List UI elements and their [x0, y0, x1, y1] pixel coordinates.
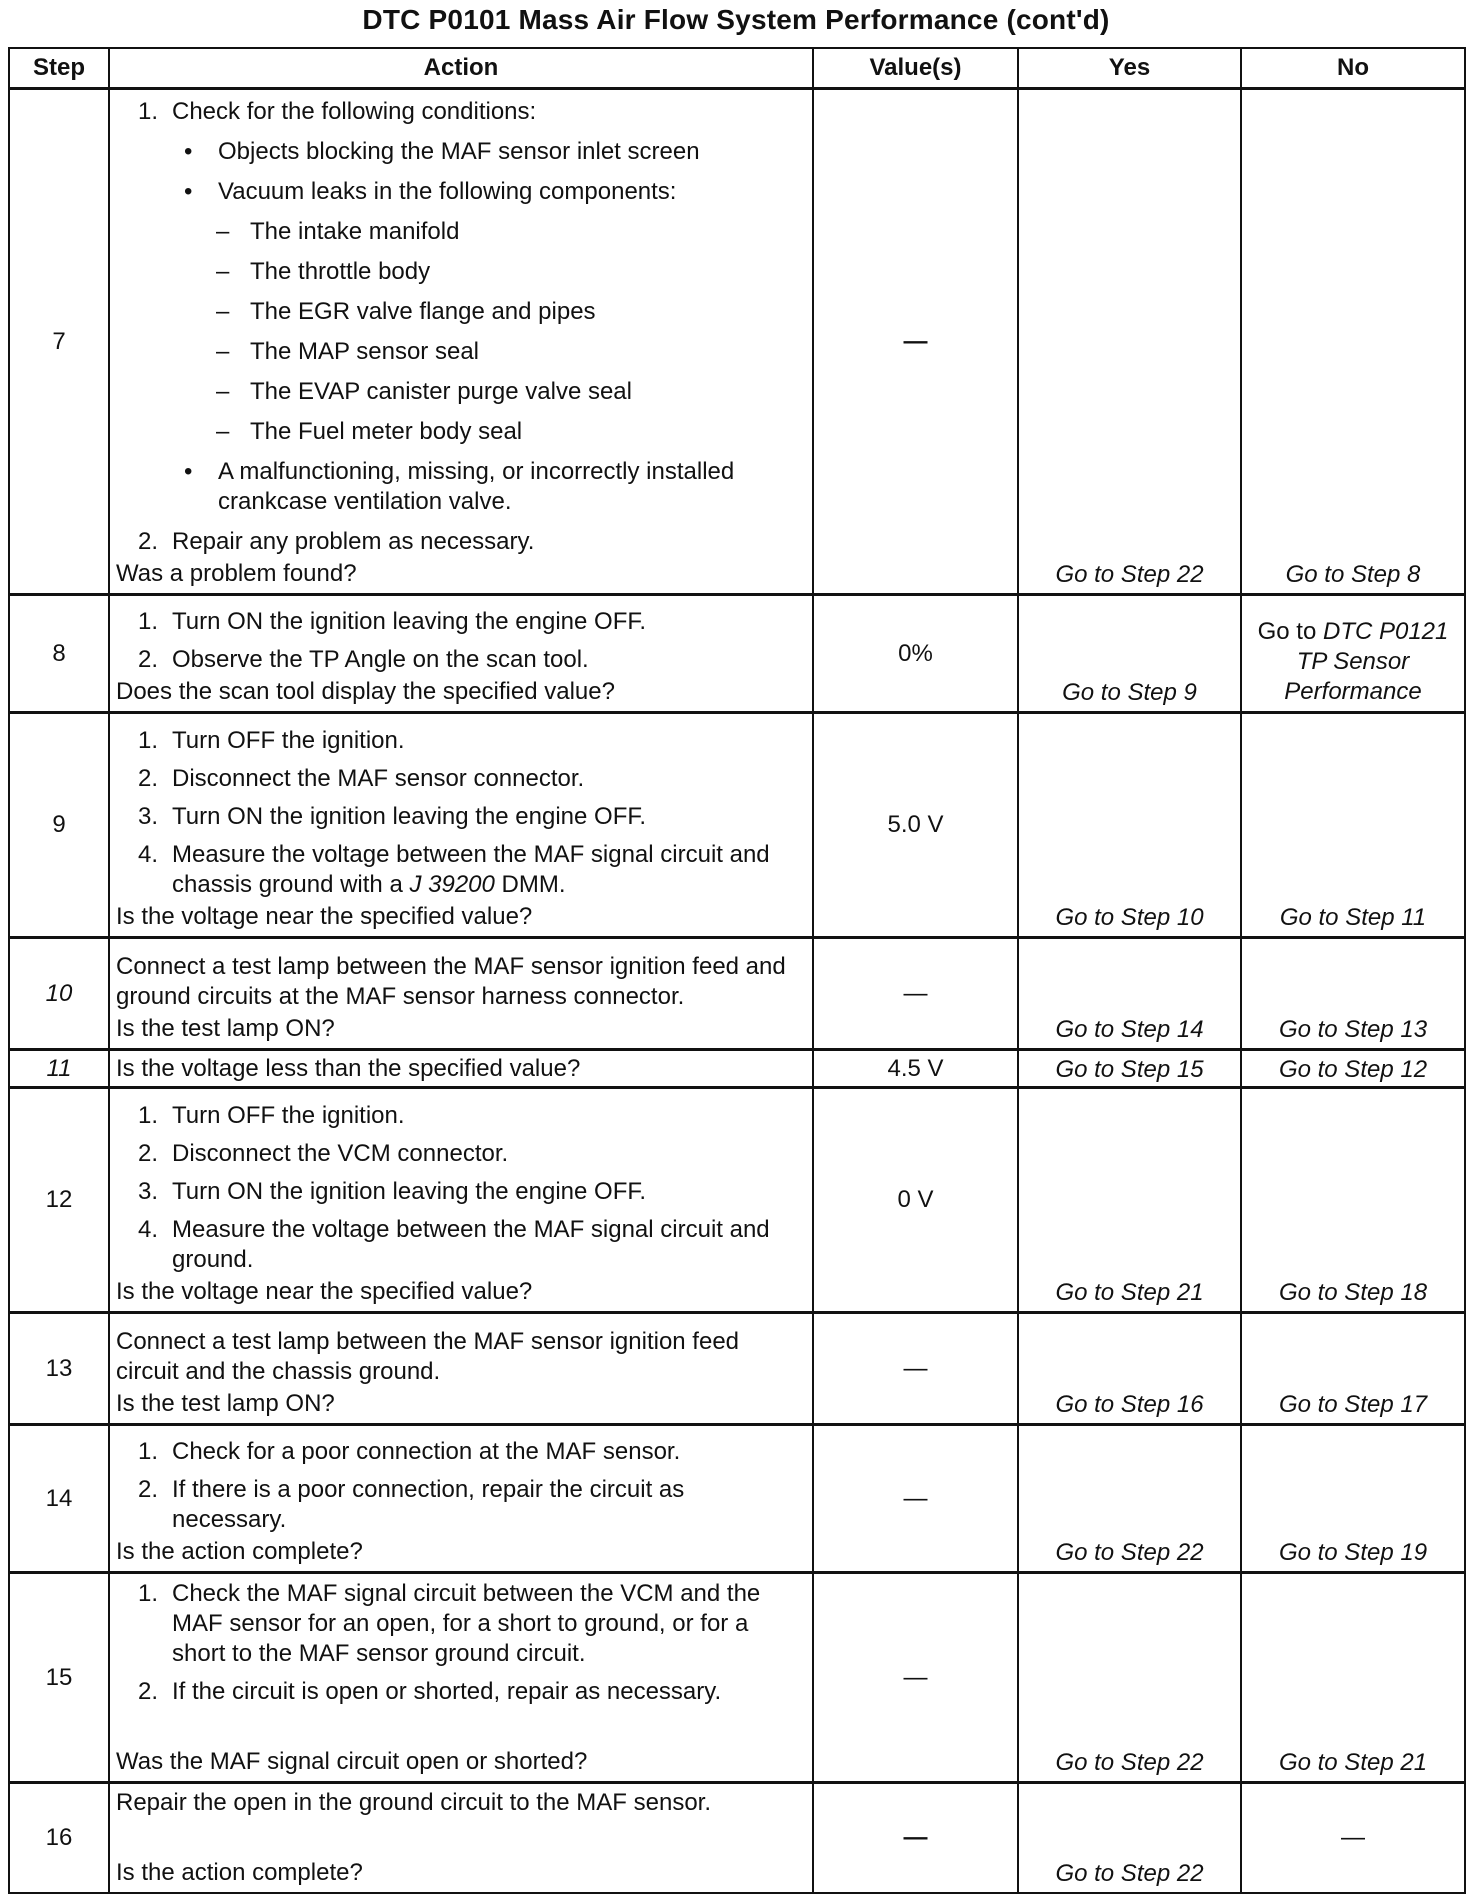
action-question: Is the voltage less than the specified value? — [116, 1055, 581, 1082]
step-number: 13 — [9, 1313, 109, 1425]
table-row — [9, 89, 1465, 595]
no-cell: Go to Step 8 — [1241, 89, 1465, 595]
yes-cell: Go to Step 9 — [1018, 595, 1241, 713]
no-cell: Go to Step 12 — [1241, 1050, 1465, 1088]
action-item: – The EVAP canister purge valve seal — [216, 378, 632, 405]
no-reference: DTC P0121 — [1322, 618, 1449, 645]
no-cell: Go to Step 21 — [1241, 1573, 1465, 1783]
action-question: Is the action complete? — [116, 1858, 363, 1886]
action-item: – The intake manifold — [216, 218, 460, 245]
step-number: 7 — [9, 89, 109, 595]
action-question: Was a problem found? — [116, 560, 357, 587]
action-item: 1. Turn OFF the ignition. — [138, 1102, 405, 1129]
step-number: 8 — [9, 595, 109, 713]
step-number: 14 — [9, 1425, 109, 1573]
tool-reference: J 39200 — [409, 871, 495, 898]
action-item: 4. Measure the voltage between the MAF signal circuit and chassis ground with a J 39200 DMM. — [138, 841, 770, 898]
action-question: Is the test lamp ON? — [116, 1015, 335, 1042]
action-item: 2. Disconnect the MAF sensor connector. — [138, 765, 585, 792]
table-row — [9, 713, 1465, 938]
table-row — [9, 1783, 1465, 1893]
yes-cell: Go to Step 15 — [1018, 1050, 1241, 1088]
action-question: Does the scan tool display the specified value? — [116, 678, 615, 705]
header-yes: Yes — [1018, 48, 1241, 89]
action-question: Is the test lamp ON? — [116, 1390, 335, 1417]
no-cell: Go to Step 19 — [1241, 1425, 1465, 1573]
no-cell — [1241, 595, 1465, 713]
step-number: 11 — [9, 1050, 109, 1088]
value-cell: — — [813, 89, 1018, 595]
value-cell: 5.0 V — [813, 713, 1018, 938]
no-cell: — — [1241, 1783, 1465, 1893]
action-question: Is the action complete? — [116, 1538, 363, 1565]
action-item: 4. Measure the voltage between the MAF signal circuit and ground. — [138, 1216, 770, 1273]
step-number: 15 — [9, 1573, 109, 1783]
action-text: Connect a test lamp between the MAF sensor ignition feed and ground circuits at the MAF sensor harness connector. — [116, 953, 786, 1010]
page-title: DTC P0101 Mass Air Flow System Performance (cont'd) — [362, 4, 1110, 35]
action-item: 1. Check for a poor connection at the MAF sensor. — [138, 1438, 681, 1465]
header-action: Action — [109, 48, 813, 89]
action-cell — [109, 1573, 813, 1783]
action-item: 2. If the circuit is open or shorted, repair as necessary. — [138, 1678, 722, 1705]
yes-cell: Go to Step 14 — [1018, 938, 1241, 1050]
yes-cell: Go to Step 22 — [1018, 1783, 1241, 1893]
action-item: • A malfunctioning, missing, or incorrectly installed crankcase ventilation valve. — [184, 458, 735, 515]
table-row — [9, 595, 1465, 713]
header-step: Step — [9, 48, 109, 89]
yes-cell: Go to Step 22 — [1018, 1573, 1241, 1783]
value-cell: — — [813, 1573, 1018, 1783]
header-values: Value(s) — [813, 48, 1018, 89]
action-item: 3. Turn ON the ignition leaving the engine OFF. — [138, 803, 647, 830]
action-item: – The throttle body — [216, 258, 431, 285]
action-cell — [109, 1050, 813, 1088]
step-number: 12 — [9, 1088, 109, 1313]
no-cell: Go to Step 17 — [1241, 1313, 1465, 1425]
value-cell: — — [813, 1425, 1018, 1573]
value-cell: 0 V — [813, 1088, 1018, 1313]
action-cell — [109, 938, 813, 1050]
step-number: 16 — [9, 1783, 109, 1893]
step-number: 9 — [9, 713, 109, 938]
yes-cell: Go to Step 22 — [1018, 89, 1241, 595]
action-item: • Objects blocking the MAF sensor inlet screen — [184, 138, 700, 165]
action-item: 1. Turn ON the ignition leaving the engine OFF. — [138, 608, 647, 635]
action-cell — [109, 713, 813, 938]
no-line: Performance — [1284, 678, 1422, 705]
no-line: TP Sensor — [1296, 648, 1410, 675]
action-item: 3. Turn ON the ignition leaving the engine OFF. — [138, 1178, 647, 1205]
action-question: Is the voltage near the specified value? — [116, 1278, 533, 1305]
action-item: – The Fuel meter body seal — [216, 418, 523, 445]
action-item: 2. Disconnect the VCM connector. — [138, 1140, 509, 1167]
yes-cell: Go to Step 22 — [1018, 1425, 1241, 1573]
action-cell — [109, 1088, 813, 1313]
value-cell: 4.5 V — [813, 1050, 1018, 1088]
action-cell — [109, 1783, 813, 1893]
action-item: – The EGR valve flange and pipes — [216, 298, 596, 325]
yes-cell: Go to Step 10 — [1018, 713, 1241, 938]
table-header-row — [9, 48, 1465, 89]
action-item: • Vacuum leaks in the following components: — [184, 178, 677, 205]
table-row — [9, 1313, 1465, 1425]
diagnostic-table — [8, 47, 1466, 1894]
action-item: 2. Observe the TP Angle on the scan tool. — [138, 646, 589, 673]
no-cell: Go to Step 18 — [1241, 1088, 1465, 1313]
action-cell — [109, 1425, 813, 1573]
no-prefix: Go to — [1257, 618, 1317, 645]
table-row — [9, 1425, 1465, 1573]
table-row — [9, 1088, 1465, 1313]
table-row — [9, 938, 1465, 1050]
table-row — [9, 1573, 1465, 1783]
table-row — [9, 1050, 1465, 1088]
yes-cell: Go to Step 21 — [1018, 1088, 1241, 1313]
yes-cell: Go to Step 16 — [1018, 1313, 1241, 1425]
value-cell: — — [813, 938, 1018, 1050]
action-cell — [109, 1313, 813, 1425]
action-cell — [109, 89, 813, 595]
action-text: Connect a test lamp between the MAF sensor ignition feed circuit and the chassis ground. — [116, 1328, 740, 1385]
value-cell: — — [813, 1783, 1018, 1893]
action-item: – The MAP sensor seal — [216, 338, 479, 365]
value-cell: 0% — [813, 595, 1018, 713]
no-cell: Go to Step 11 — [1241, 713, 1465, 938]
no-cell: Go to Step 13 — [1241, 938, 1465, 1050]
action-item: 1. Check the MAF signal circuit between the VCM and the MAF sensor for an open, for a short to ground, or for a short to the MAF sensor ground circuit. — [138, 1580, 761, 1667]
value-cell: — — [813, 1313, 1018, 1425]
action-text: Repair the open in the ground circuit to the MAF sensor. — [116, 1788, 711, 1816]
action-item: 1. Check for the following conditions: — [138, 98, 537, 125]
action-question: Is the voltage near the specified value? — [116, 903, 533, 930]
action-item: 2. Repair any problem as necessary. — [138, 528, 535, 555]
action-cell — [109, 595, 813, 713]
action-item: 1. Turn OFF the ignition. — [138, 727, 405, 754]
action-item: 2. If there is a poor connection, repair the circuit as necessary. — [138, 1476, 685, 1533]
action-question: Was the MAF signal circuit open or shorted? — [116, 1748, 588, 1775]
header-no: No — [1241, 48, 1465, 89]
step-number: 10 — [9, 938, 109, 1050]
